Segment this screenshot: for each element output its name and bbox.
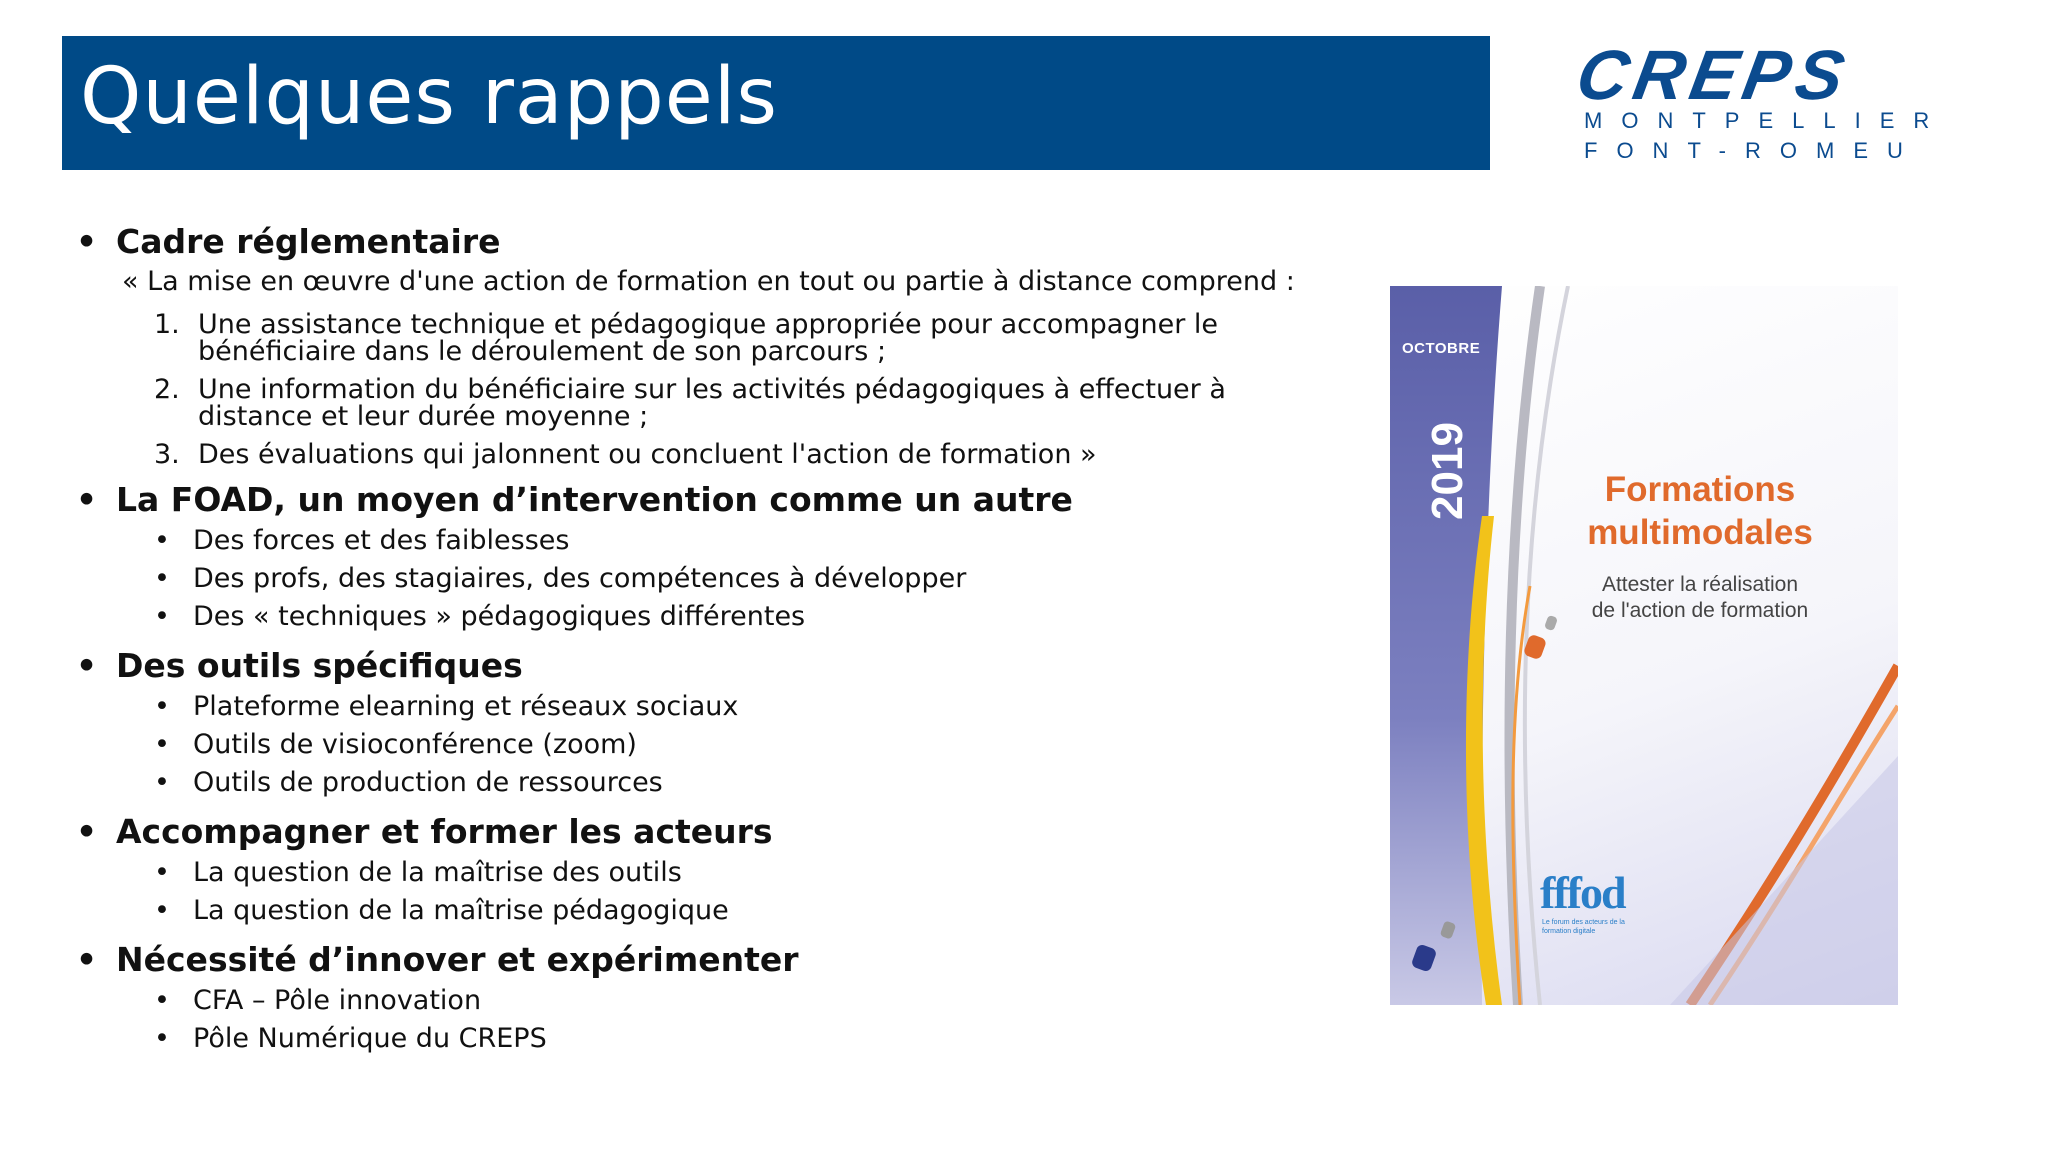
bullet-icon: • xyxy=(154,857,170,888)
list-item-text: Des « techniques » pédagogiques différentes xyxy=(193,601,806,632)
list-item-text: Des forces et des faiblesses xyxy=(193,525,570,556)
list-item xyxy=(70,726,1370,764)
list-number: 2. xyxy=(154,374,180,405)
bullet-icon: • xyxy=(154,1023,170,1054)
section-intro: « La mise en œuvre d'une action de formation en tout ou partie à distance comprend : xyxy=(122,266,1295,297)
bullet-icon: • xyxy=(154,985,170,1016)
list-item-text: CFA – Pôle innovation xyxy=(193,985,482,1016)
cover-title-line: Formations xyxy=(1604,470,1796,509)
list-item xyxy=(70,560,1370,598)
logo-line-city: MONTPELLIER xyxy=(1584,108,1949,133)
section-heading xyxy=(70,220,1370,264)
section-cadre xyxy=(70,220,1370,468)
list-item-text: Des évaluations qui jalonnent ou concluent l'action de formation » xyxy=(198,439,1097,470)
bullet-list xyxy=(70,522,1370,636)
cover-month: OCTOBRE xyxy=(1402,340,1481,357)
section-foad xyxy=(70,478,1370,636)
section-heading-text: Des outils spécifiques xyxy=(116,646,523,685)
list-item-text: Plateforme elearning et réseaux sociaux xyxy=(193,691,739,722)
logo-word: CREPS xyxy=(1571,36,1857,114)
list-item-text: Outils de production de ressources xyxy=(193,767,663,798)
creps-logo xyxy=(1571,36,1949,170)
bullet-list xyxy=(70,688,1370,802)
cover-subtitle-line: Attester la réalisation xyxy=(1601,573,1799,596)
list-number: 1. xyxy=(154,309,180,340)
list-item xyxy=(70,522,1370,560)
bullet-icon: • xyxy=(76,812,98,851)
list-item xyxy=(70,1020,1370,1058)
list-item-text: Une assistance technique et pédagogique appropriée pour accompagner le bénéficiaire dans le déroulement de son parcours ; xyxy=(198,309,1219,367)
bullet-list xyxy=(70,982,1370,1058)
list-item xyxy=(70,892,1370,930)
bullet-icon: • xyxy=(154,691,170,722)
list-item xyxy=(70,854,1370,892)
list-item-text: La question de la maîtrise pédagogique xyxy=(193,895,729,926)
page-title: Quelques rappels xyxy=(80,52,779,142)
cover-art xyxy=(1390,286,1898,1005)
list-item-text: Des profs, des stagiaires, des compétences à développer xyxy=(193,563,967,594)
slide-content xyxy=(70,220,1370,1066)
section-heading-text: Nécessité d’innover et expérimenter xyxy=(116,940,799,979)
list-item xyxy=(70,688,1370,726)
list-item-text: La question de la maîtrise des outils xyxy=(193,857,682,888)
section-heading-text: La FOAD, un moyen d’intervention comme un autre xyxy=(116,480,1073,519)
bullet-icon: • xyxy=(154,601,170,632)
bullet-icon: • xyxy=(76,940,98,979)
list-number: 3. xyxy=(154,439,180,470)
bullet-icon: • xyxy=(154,895,170,926)
bullet-icon: • xyxy=(154,729,170,760)
bullet-icon: • xyxy=(154,767,170,798)
book-cover-image xyxy=(1390,286,1898,1005)
list-item xyxy=(70,982,1370,1020)
bullet-icon: • xyxy=(76,480,98,519)
list-item-text: Outils de visioconférence (zoom) xyxy=(193,729,637,760)
list-item-text: Pôle Numérique du CREPS xyxy=(193,1023,547,1054)
list-item xyxy=(70,764,1370,802)
list-item xyxy=(70,376,1298,430)
section-accompagner xyxy=(70,810,1370,930)
list-item xyxy=(70,441,1298,468)
fffod-logo: fffod xyxy=(1540,867,1625,918)
list-item-text: Une information du bénéficiaire sur les activités pédagogiques à effectuer à distance et leur durée moyenne ; xyxy=(198,374,1226,432)
list-item xyxy=(70,598,1370,636)
section-heading xyxy=(70,644,1370,688)
section-heading-text: Accompagner et former les acteurs xyxy=(116,812,773,851)
fffod-tagline: Le forum des acteurs de la formation digitale xyxy=(1542,919,1625,935)
section-innover xyxy=(70,938,1370,1058)
section-heading xyxy=(70,478,1370,522)
bullet-list xyxy=(70,854,1370,930)
list-item xyxy=(70,311,1298,365)
section-heading-text: Cadre réglementaire xyxy=(116,222,501,261)
cover-title-line: multimodales xyxy=(1587,513,1813,552)
numbered-list xyxy=(70,311,1370,468)
cover-subtitle xyxy=(1540,572,1860,624)
title-bar xyxy=(62,36,1490,170)
bullet-icon: • xyxy=(154,525,170,556)
cover-year: 2019 xyxy=(1423,422,1472,520)
bullet-icon: • xyxy=(154,563,170,594)
logo-line-city-2: FONT-ROMEU xyxy=(1584,138,1922,163)
section-outils xyxy=(70,644,1370,802)
bullet-icon: • xyxy=(76,222,98,261)
bullet-icon: • xyxy=(76,646,98,685)
section-heading xyxy=(70,810,1370,854)
cover-title xyxy=(1540,468,1860,554)
cover-subtitle-line: de l'action de formation xyxy=(1591,599,1809,622)
section-heading xyxy=(70,938,1370,982)
